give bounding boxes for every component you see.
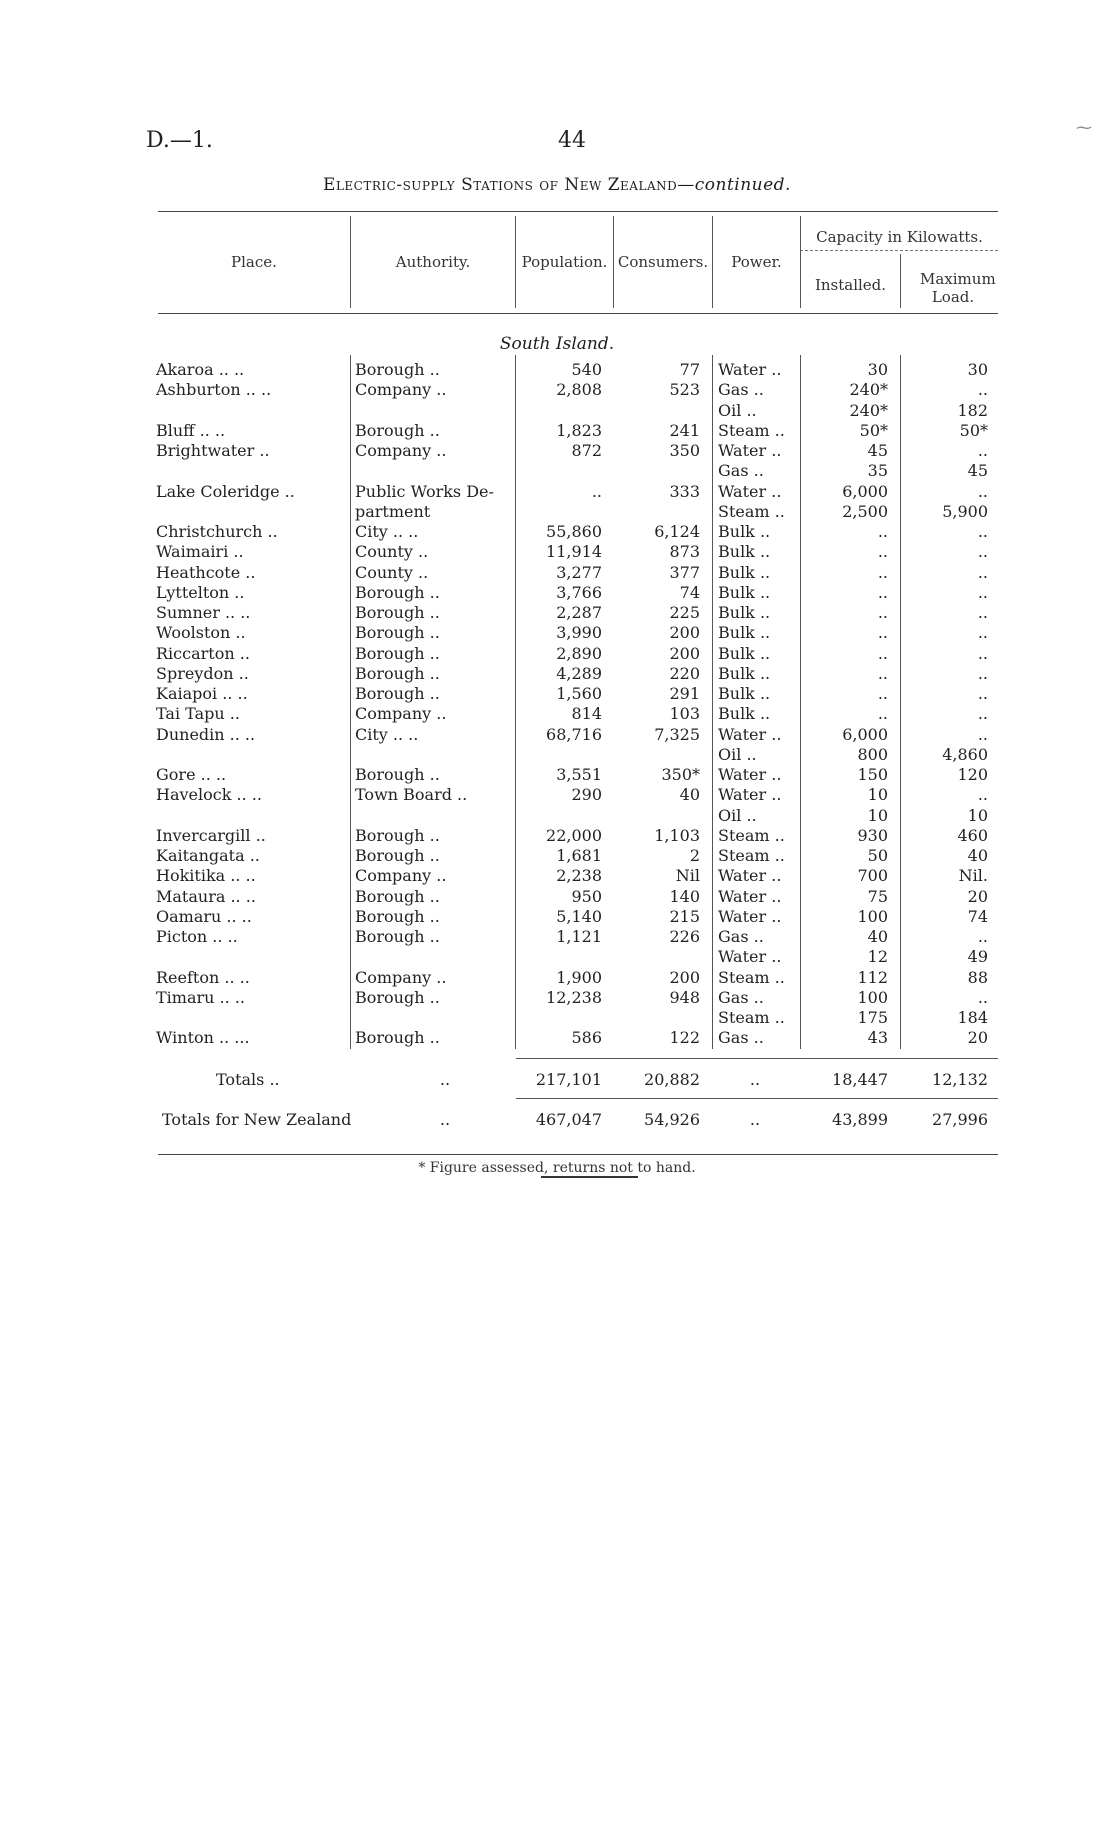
cell-population: 1,823 (556, 420, 602, 440)
cell-authority: Borough .. (355, 927, 440, 946)
cell-consumers: 7,325 (654, 724, 700, 744)
cell-authority: Borough .. (355, 603, 440, 622)
cell-max-load: .. (977, 704, 988, 724)
cell-consumers: 377 (669, 562, 700, 582)
header-top-rule (158, 211, 998, 212)
cell-max-load: 50* (959, 420, 988, 440)
cell-authority: Borough .. (355, 360, 440, 379)
cell-installed: .. (877, 542, 888, 562)
col-header-consumers: Consumers. (617, 253, 709, 271)
cell-authority: Company .. (355, 704, 447, 724)
cell-authority: Borough .. (355, 846, 440, 865)
cell-population: 3,990 (556, 623, 602, 643)
cell-authority: Borough .. (355, 765, 440, 784)
cell-authority: County .. (355, 542, 429, 562)
cell-population: 5,140 (556, 906, 602, 926)
cell-population: 11,914 (546, 542, 602, 562)
cell-max-load: 88 (967, 967, 988, 987)
cell-installed: .. (877, 562, 888, 582)
cell-consumers: 226 (669, 927, 700, 946)
cell-authority: Borough .. (355, 1028, 440, 1048)
cell-population: 22,000 (546, 825, 602, 845)
cell-installed: 150 (857, 765, 888, 784)
cell-consumers: 103 (669, 704, 700, 724)
cell-max-load: .. (977, 643, 988, 663)
section-heading: South Island. (499, 334, 615, 354)
cell-place: Dunedin .. .. (156, 724, 256, 744)
cell-max-load: .. (977, 562, 988, 582)
cell-max-load: .. (977, 542, 988, 562)
cell-power: Gas .. (718, 987, 764, 1007)
cell-population: 2,808 (556, 380, 602, 400)
cell-installed: 10 (867, 785, 888, 805)
cell-place: Ashburton .. .. (156, 380, 272, 400)
cell-authority: Borough .. (355, 886, 440, 906)
col-header-authority: Authority. (395, 253, 471, 271)
cell-max-load: 120 (957, 765, 988, 784)
cell-authority: Borough .. (355, 643, 440, 663)
cell-place: Sumner .. .. (156, 603, 251, 622)
cell-population: 290 (571, 785, 602, 805)
cell-population: 872 (571, 441, 602, 460)
cell-consumers: 200 (669, 643, 700, 663)
col-header-power: Power. (731, 253, 782, 271)
col-header-installed: Installed. (814, 276, 887, 294)
cell-consumers: Nil (675, 866, 700, 886)
cell-max-load: .. (977, 603, 988, 622)
cell-max-load: 20 (967, 886, 988, 906)
cell-power: Water .. (718, 866, 782, 886)
cell-consumers: 122 (669, 1028, 700, 1048)
cell-place: Reefton .. .. (156, 967, 250, 987)
cell-place: Invercargill .. (156, 825, 266, 845)
cell-place: Woolston .. (156, 623, 246, 643)
totals-consumers: 20,882 (644, 1070, 700, 1089)
cell-max-load: 184 (957, 1008, 988, 1027)
cell-population: 950 (571, 886, 602, 906)
cell-place: Gore .. .. (156, 765, 227, 784)
cell-place: Brightwater .. (156, 441, 270, 460)
cell-max-load: .. (977, 441, 988, 460)
cell-max-load: 4,860 (942, 744, 988, 764)
cell-power: Oil .. (718, 744, 757, 764)
cell-place: Oamaru .. .. (156, 906, 252, 926)
cell-power: Steam .. (718, 967, 785, 987)
cell-consumers: 241 (669, 420, 700, 440)
cell-installed: 40 (867, 927, 888, 946)
column-divider (350, 355, 351, 1049)
cell-population: 1,900 (556, 967, 602, 987)
cell-installed: 240* (849, 380, 888, 400)
capacity-subrule (800, 250, 998, 251)
cell-consumers: 333 (669, 481, 700, 501)
cell-installed: 10 (867, 805, 888, 825)
cell-installed: 75 (867, 886, 888, 906)
cell-place: Spreydon .. (156, 663, 249, 683)
cell-power: Water .. (718, 906, 782, 926)
cell-max-load: 49 (967, 947, 988, 967)
cell-max-load: .. (977, 663, 988, 683)
cell-population: 586 (571, 1028, 602, 1048)
table-title (0, 175, 1114, 195)
col-header-population: Population. (521, 253, 608, 271)
footnote: * Figure assessed, returns not to hand. (418, 1160, 696, 1176)
end-rule (541, 1176, 638, 1178)
cell-max-load: .. (977, 724, 988, 744)
cell-authority: Borough .. (355, 684, 440, 703)
totals-label: Totals .. (216, 1070, 280, 1089)
cell-consumers: 350 (669, 441, 700, 460)
cell-installed: 240* (849, 400, 888, 420)
cell-max-load: .. (977, 582, 988, 602)
page-number: 44 (558, 128, 586, 153)
col-header-place: Place. (231, 253, 277, 271)
header-bottom-rule (158, 313, 998, 314)
totals-nz-power: .. (749, 1110, 761, 1129)
cell-authority: Borough .. (355, 825, 440, 845)
cell-authority: Borough .. (355, 623, 440, 643)
cell-consumers: 523 (669, 380, 700, 400)
cell-power: Gas .. (718, 380, 764, 400)
cell-installed: .. (877, 663, 888, 683)
cell-power: Bulk .. (718, 643, 771, 663)
cell-installed: .. (877, 643, 888, 663)
cell-max-load: 10 (967, 805, 988, 825)
cell-population: 540 (571, 360, 602, 379)
cell-authority: County .. (355, 562, 429, 582)
cell-power: Bulk .. (718, 623, 771, 643)
cell-installed: 6,000 (842, 481, 888, 501)
cell-power: Steam .. (718, 1008, 785, 1027)
cell-place: Riccarton .. (156, 643, 250, 663)
cell-population: 2,238 (556, 866, 602, 886)
cell-power: Water .. (718, 947, 782, 967)
cell-max-load: 5,900 (942, 501, 988, 521)
cell-power: Bulk .. (718, 663, 771, 683)
cell-authority: Company .. (355, 967, 447, 987)
cell-authority: partment (355, 501, 431, 521)
cell-authority: Borough .. (355, 582, 440, 602)
cell-power: Bulk .. (718, 562, 771, 582)
cell-max-load: 182 (957, 400, 988, 420)
cell-power: Steam .. (718, 846, 785, 865)
cell-power: Oil .. (718, 805, 757, 825)
cell-max-load: .. (977, 684, 988, 703)
cell-power: Gas .. (718, 927, 764, 946)
cell-power: Bulk .. (718, 704, 771, 724)
totals-max-load: 12,132 (932, 1070, 988, 1089)
cell-consumers: 40 (679, 785, 700, 805)
cell-place: Tai Tapu .. (156, 704, 240, 724)
cell-consumers: 291 (669, 684, 700, 703)
cell-consumers: 215 (669, 906, 700, 926)
totals-nz-authority: .. (439, 1110, 451, 1129)
cell-power: Gas .. (718, 1028, 764, 1048)
column-divider (515, 355, 516, 1049)
cell-installed: .. (877, 603, 888, 622)
cell-place: Winton .. ... (156, 1028, 250, 1048)
margin-mark: ⁓ (1076, 118, 1092, 137)
cell-power: Steam .. (718, 501, 785, 521)
cell-installed: 45 (867, 441, 888, 460)
cell-installed: 43 (867, 1028, 888, 1048)
cell-power: Bulk .. (718, 522, 771, 541)
cell-installed: 100 (857, 987, 888, 1007)
cell-consumers: 948 (669, 987, 700, 1007)
cell-installed: 50 (867, 846, 888, 865)
cell-consumers: 74 (679, 582, 700, 602)
cell-max-load: 45 (967, 461, 988, 481)
cell-place: Mataura .. .. (156, 886, 256, 906)
totals-authority: .. (439, 1070, 451, 1089)
cell-power: Bulk .. (718, 603, 771, 622)
cell-consumers: 200 (669, 623, 700, 643)
cell-max-load: .. (977, 927, 988, 946)
cell-authority: Borough .. (355, 420, 440, 440)
cell-installed: 800 (857, 744, 888, 764)
cell-consumers: 873 (669, 542, 700, 562)
cell-installed: 6,000 (842, 724, 888, 744)
cell-population: 55,860 (546, 522, 602, 541)
cell-installed: 100 (857, 906, 888, 926)
cell-place: Kaitangata .. (156, 846, 260, 865)
cell-place: Lake Coleridge .. (156, 481, 295, 501)
totals-nz-population: 467,047 (535, 1110, 602, 1129)
totals-power: .. (749, 1070, 761, 1089)
cell-max-load: 20 (967, 1028, 988, 1048)
cell-max-load: Nil. (958, 866, 988, 886)
cell-max-load: .. (977, 481, 988, 501)
cell-installed: 175 (857, 1008, 888, 1027)
cell-max-load: 74 (967, 906, 988, 926)
cell-population: 3,277 (556, 562, 602, 582)
cell-population: 4,289 (556, 663, 602, 683)
cell-authority: Borough .. (355, 987, 440, 1007)
cell-place: Hokitika .. .. (156, 866, 256, 886)
cell-installed: .. (877, 623, 888, 643)
cell-power: Steam .. (718, 825, 785, 845)
cell-power: Bulk .. (718, 684, 771, 703)
totals-nz-rule (516, 1098, 998, 1099)
cell-max-load: .. (977, 785, 988, 805)
cell-installed: 30 (867, 360, 888, 379)
cell-installed: .. (877, 582, 888, 602)
cell-population: .. (591, 481, 602, 501)
cell-power: Water .. (718, 765, 782, 784)
column-divider (712, 355, 713, 1049)
column-divider (900, 355, 901, 1049)
header-divider (900, 254, 901, 308)
cell-consumers: 350* (661, 765, 700, 784)
totals-nz-installed: 43,899 (832, 1110, 888, 1129)
cell-place: Akaroa .. .. (156, 360, 245, 379)
column-divider (800, 355, 801, 1049)
cell-population: 1,121 (556, 927, 602, 946)
cell-consumers: 220 (669, 663, 700, 683)
cell-power: Bulk .. (718, 582, 771, 602)
cell-power: Gas .. (718, 461, 764, 481)
cell-max-load: 30 (967, 360, 988, 379)
totals-rule (516, 1058, 998, 1059)
cell-population: 3,766 (556, 582, 602, 602)
cell-place: Bluff .. .. (156, 420, 226, 440)
cell-power: Water .. (718, 481, 782, 501)
cell-max-load: .. (977, 380, 988, 400)
cell-installed: 2,500 (842, 501, 888, 521)
cell-authority: Borough .. (355, 663, 440, 683)
cell-population: 1,560 (556, 684, 602, 703)
cell-max-load: .. (977, 623, 988, 643)
cell-population: 3,551 (556, 765, 602, 784)
cell-power: Oil .. (718, 400, 757, 420)
cell-power: Water .. (718, 724, 782, 744)
cell-max-load: 40 (967, 846, 988, 865)
cell-installed: 930 (857, 825, 888, 845)
cell-installed: .. (877, 522, 888, 541)
cell-place: Timaru .. .. (156, 987, 245, 1007)
cell-consumers: 6,124 (654, 522, 700, 541)
cell-population: 2,890 (556, 643, 602, 663)
cell-authority: Town Board .. (355, 785, 468, 805)
cell-authority: Company .. (355, 441, 447, 460)
cell-authority: Company .. (355, 380, 447, 400)
cell-consumers: 1,103 (654, 825, 700, 845)
cell-installed: .. (877, 704, 888, 724)
cell-population: 2,287 (556, 603, 602, 622)
cell-place: Picton .. .. (156, 927, 238, 946)
cell-place: Kaiapoi .. .. (156, 684, 248, 703)
totals-nz-consumers: 54,926 (644, 1110, 700, 1129)
cell-authority: Company .. (355, 866, 447, 886)
cell-authority: City .. .. (355, 724, 419, 744)
page-code: D.—1. (146, 128, 213, 153)
cell-installed: 12 (867, 947, 888, 967)
col-header-capacity: Capacity in Kilowatts. (816, 228, 983, 246)
cell-consumers: 2 (689, 846, 700, 865)
cell-population: 68,716 (546, 724, 602, 744)
cell-installed: 112 (857, 967, 888, 987)
cell-population: 814 (571, 704, 602, 724)
cell-authority: Borough .. (355, 906, 440, 926)
totals-nz-max-load: 27,996 (932, 1110, 988, 1129)
cell-place: Havelock .. .. (156, 785, 262, 805)
cell-installed: .. (877, 684, 888, 703)
cell-installed: 50* (859, 420, 888, 440)
cell-consumers: 200 (669, 967, 700, 987)
cell-installed: 700 (857, 866, 888, 886)
cell-authority: City .. .. (355, 522, 419, 541)
cell-population: 12,238 (546, 987, 602, 1007)
cell-power: Steam .. (718, 420, 785, 440)
cell-place: Heathcote .. (156, 562, 256, 582)
cell-power: Bulk .. (718, 542, 771, 562)
totals-nz-label: Totals for New Zealand (162, 1110, 352, 1129)
cell-max-load: 460 (957, 825, 988, 845)
totals-installed: 18,447 (832, 1070, 888, 1089)
cell-population: 1,681 (556, 846, 602, 865)
cell-consumers: 77 (679, 360, 700, 379)
table-title-main: Electric-supply Stations of New Zealand— (323, 175, 695, 195)
table-bottom-rule (158, 1154, 998, 1155)
cell-max-load: .. (977, 987, 988, 1007)
cell-power: Water .. (718, 785, 782, 805)
cell-installed: 35 (867, 461, 888, 481)
cell-power: Water .. (718, 360, 782, 379)
cell-consumers: 225 (669, 603, 700, 622)
cell-power: Water .. (718, 886, 782, 906)
cell-authority: Public Works De- (355, 481, 494, 501)
col-header-max-load: Maximum Load. (920, 270, 996, 306)
cell-power: Water .. (718, 441, 782, 460)
cell-place: Christchurch .. (156, 522, 278, 541)
cell-max-load: .. (977, 522, 988, 541)
cell-place: Lyttelton .. (156, 582, 245, 602)
table-title-continued: continued. (694, 175, 791, 195)
cell-consumers: 140 (669, 886, 700, 906)
totals-population: 217,101 (535, 1070, 602, 1089)
cell-place: Waimairi .. (156, 542, 244, 562)
